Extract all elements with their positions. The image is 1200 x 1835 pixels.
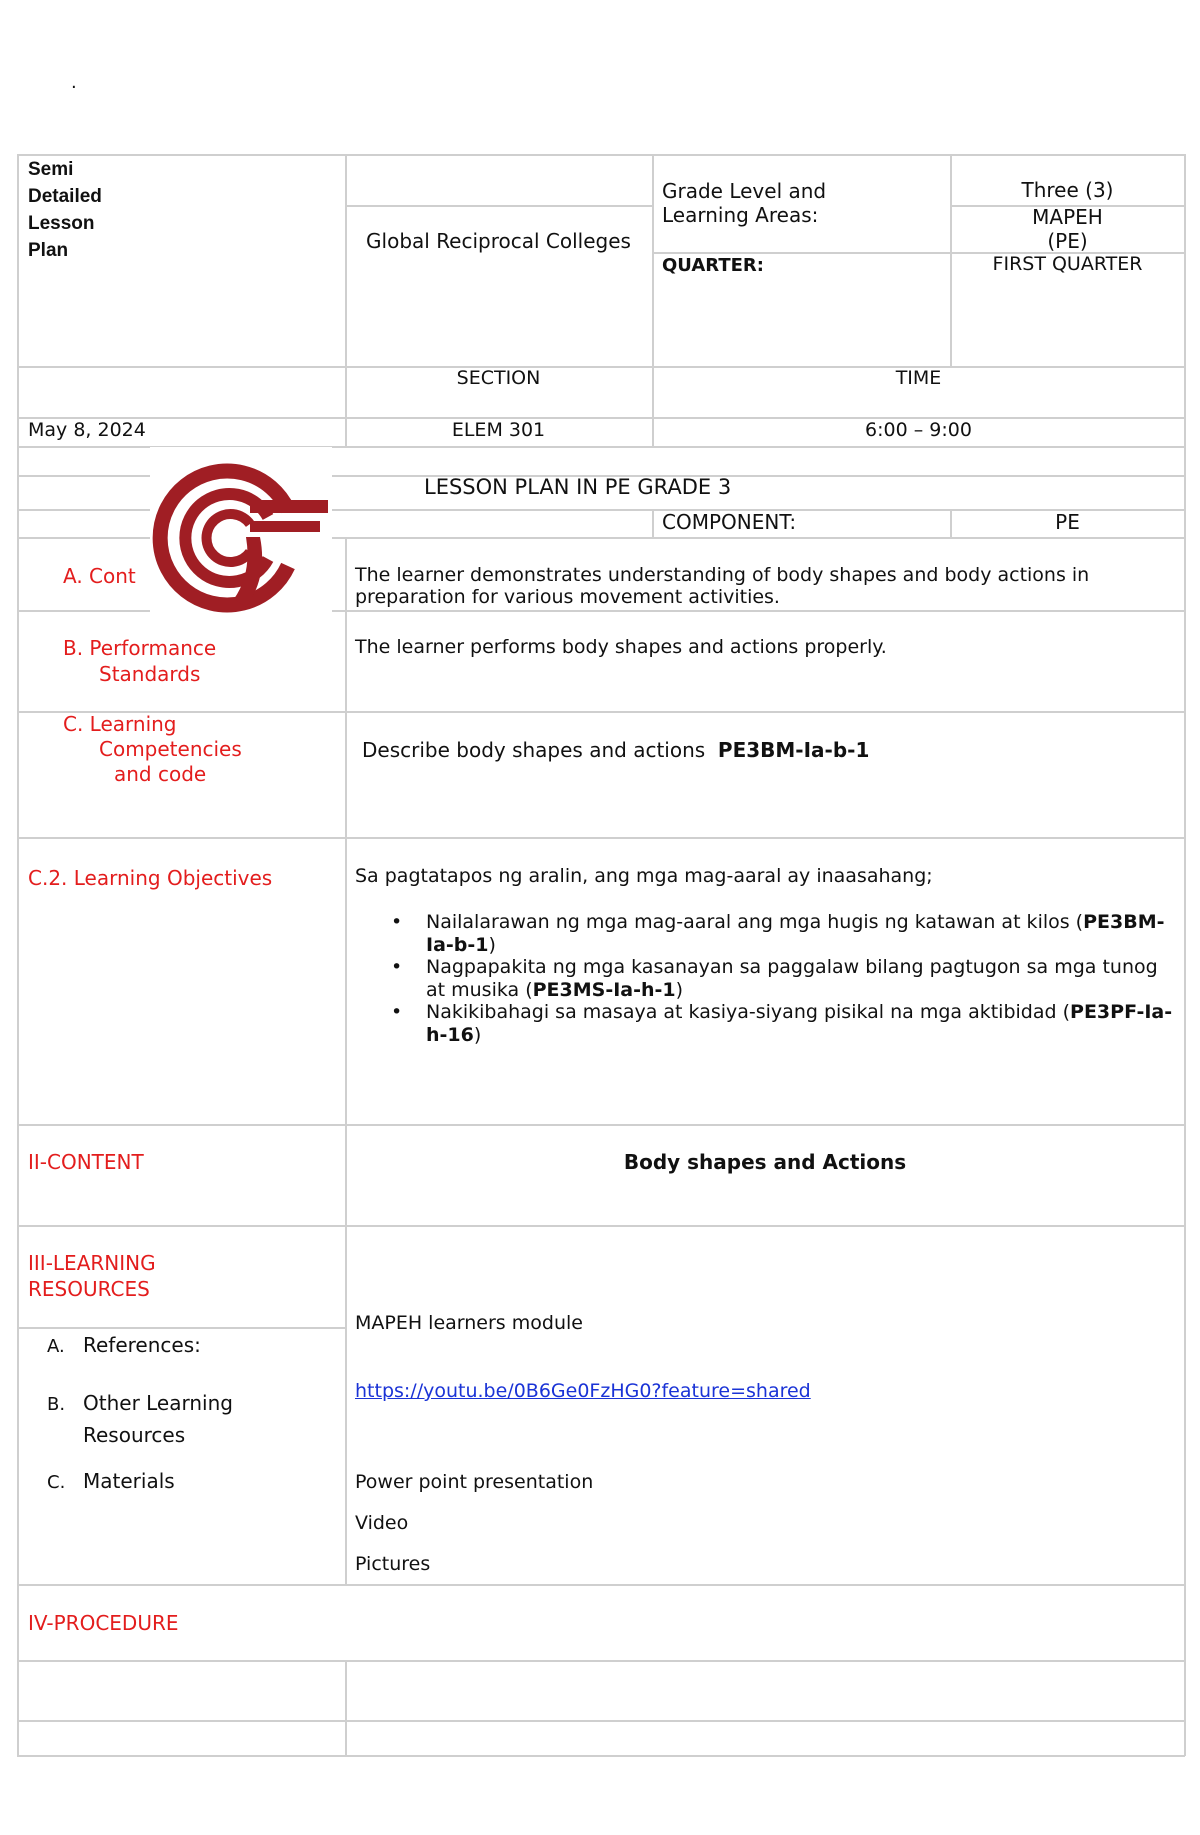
section-label: SECTION (456, 367, 541, 389)
references-value: MAPEH learners module (355, 1312, 583, 1334)
content-label: II-CONTENT (28, 1150, 144, 1174)
other-resources-label: B. Other Learning Resources (47, 1391, 233, 1447)
section-value: ELEM 301 (451, 419, 546, 441)
learning-objectives-intro: Sa pagtatapos ng aralin, ang mga mag-aaral ay inaasahang; (355, 865, 933, 887)
component-value: PE (1055, 510, 1080, 534)
subject-value: MAPEH (PE) (1032, 205, 1103, 253)
list-item: • Nagpapakita ng mga kasanayan sa paggalaw bilang pagtugon sa mga tunog at musika (PE3MS-Ia-h-1) (391, 956, 1158, 1001)
youtube-link[interactable]: https://youtu.be/0B6Ge0FzHG0?feature=shared (355, 1380, 811, 1402)
competencies-label: C. Learning Competencies and code (63, 712, 242, 786)
content-value: Body shapes and Actions (623, 1150, 907, 1174)
list-item: Video (355, 1512, 409, 1534)
learning-objectives-list (355, 911, 1173, 1046)
quarter-label: QUARTER: (662, 255, 764, 276)
list-item: • Nailalarawan ng mga mag-aaral ang mga hugis ng katawan at kilos (PE3BM-Ia-b-1) (391, 911, 1165, 956)
quarter-value: FIRST QUARTER (992, 253, 1143, 275)
references-label: A. References: (47, 1333, 201, 1357)
competency-code: PE3BM-Ia-b-1 (717, 738, 870, 762)
list-item: Power point presentation (355, 1471, 594, 1493)
page-dot: . (71, 72, 77, 93)
component-label: COMPONENT: (662, 510, 797, 534)
date-value: May 8, 2024 (28, 419, 146, 441)
school-name: Global Reciprocal Colleges (366, 229, 631, 253)
college-logo-icon (150, 447, 332, 629)
learning-resources-label: III-LEARNING RESOURCES (28, 1251, 156, 1301)
list-item: Pictures (355, 1553, 431, 1575)
content-standards-text: The learner demonstrates understanding of body shapes and body actions in preparation for various movement activities. (355, 564, 1090, 608)
materials-list (355, 1462, 593, 1585)
content-standards-label: A. Cont (63, 564, 136, 588)
grade-level-value: Three (3) (1021, 178, 1114, 202)
materials-label: C. Materials (47, 1469, 175, 1493)
learning-objectives-label: C.2. Learning Objectives (28, 866, 273, 890)
list-item: • Nakikibahagi sa masaya at kasiya-siyang pisikal na mga aktibidad (PE3PF-Ia-h-16) (391, 1001, 1173, 1046)
plan-type-label: Semi Detailed Lesson Plan (28, 159, 102, 261)
time-label: TIME (895, 367, 942, 389)
procedure-label: IV-PROCEDURE (28, 1611, 179, 1635)
performance-standards-label: B. Performance Standards (63, 636, 217, 686)
other-resources-link[interactable] (355, 1379, 811, 1403)
lesson-title: LESSON PLAN IN PE GRADE 3 (424, 475, 732, 499)
performance-standards-text: The learner performs body shapes and actions properly. (355, 636, 887, 658)
competencies-text: Describe body shapes and actions PE3BM-Ia-b-1 (362, 738, 870, 762)
grade-level-label: Grade Level and Learning Areas: (662, 179, 827, 227)
time-value: 6:00 – 9:00 (865, 419, 972, 441)
